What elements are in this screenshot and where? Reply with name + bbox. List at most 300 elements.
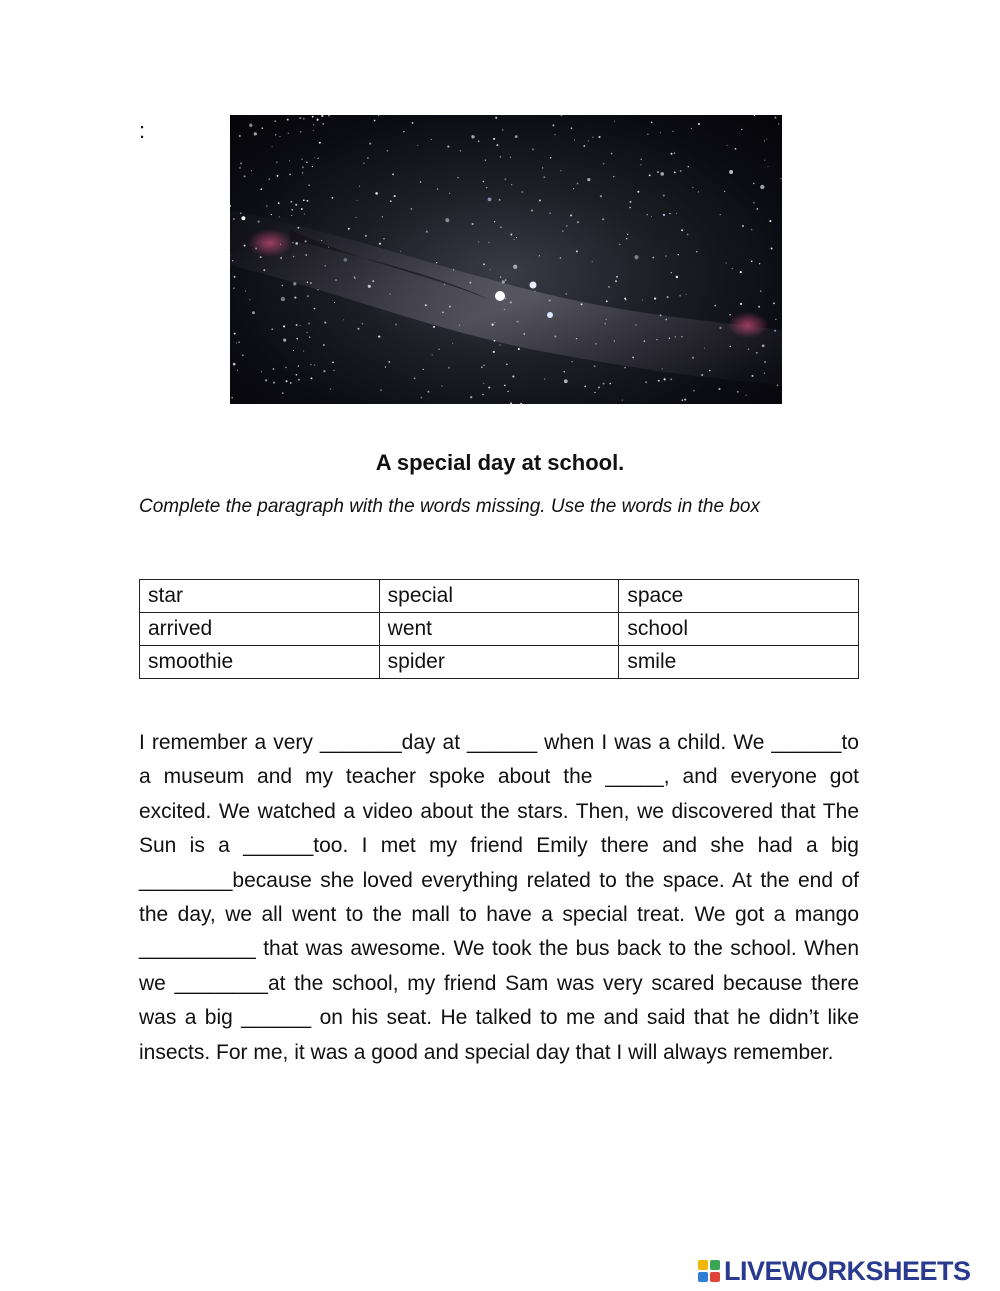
star bbox=[423, 369, 424, 370]
star bbox=[493, 351, 495, 353]
star bbox=[662, 368, 663, 369]
star bbox=[303, 199, 305, 201]
star bbox=[321, 115, 323, 117]
star bbox=[372, 280, 374, 282]
star bbox=[334, 302, 335, 303]
star bbox=[644, 340, 646, 342]
star bbox=[714, 305, 716, 307]
star bbox=[332, 197, 334, 199]
star bbox=[773, 302, 775, 304]
star bbox=[752, 375, 754, 377]
star bbox=[594, 392, 595, 393]
star bbox=[598, 386, 600, 388]
star bbox=[746, 395, 747, 396]
star bbox=[762, 344, 765, 347]
star bbox=[560, 170, 561, 171]
star bbox=[709, 370, 711, 372]
star bbox=[233, 218, 235, 220]
star bbox=[472, 223, 474, 225]
star bbox=[614, 121, 615, 122]
star bbox=[283, 325, 285, 327]
star bbox=[291, 215, 292, 216]
star bbox=[460, 150, 462, 152]
star bbox=[505, 298, 506, 299]
star bbox=[286, 380, 288, 382]
star bbox=[488, 242, 489, 243]
star bbox=[308, 323, 310, 325]
star bbox=[288, 133, 289, 134]
star bbox=[554, 336, 556, 338]
star bbox=[645, 381, 647, 383]
star bbox=[314, 308, 316, 310]
star bbox=[760, 185, 764, 189]
star bbox=[696, 251, 698, 253]
star bbox=[691, 128, 692, 129]
star bbox=[431, 139, 432, 140]
star bbox=[280, 244, 281, 245]
star bbox=[665, 319, 667, 321]
star bbox=[719, 327, 721, 329]
star bbox=[505, 279, 507, 281]
star bbox=[571, 361, 572, 362]
star bbox=[640, 159, 641, 160]
star bbox=[656, 339, 657, 340]
star bbox=[310, 364, 311, 365]
star bbox=[283, 339, 286, 342]
star bbox=[239, 167, 241, 169]
star bbox=[729, 170, 733, 174]
star bbox=[251, 170, 252, 171]
star bbox=[306, 161, 308, 163]
star bbox=[543, 176, 545, 178]
star bbox=[496, 144, 498, 146]
star bbox=[640, 164, 641, 165]
star bbox=[495, 117, 497, 119]
star bbox=[421, 397, 423, 399]
star bbox=[669, 338, 670, 339]
star bbox=[234, 333, 236, 335]
star bbox=[280, 257, 282, 259]
star bbox=[577, 183, 579, 185]
star bbox=[592, 261, 593, 262]
star bbox=[291, 209, 293, 211]
star bbox=[328, 115, 330, 117]
star bbox=[302, 166, 304, 168]
star bbox=[265, 379, 267, 381]
star bbox=[488, 386, 490, 388]
star bbox=[764, 361, 766, 363]
star bbox=[742, 225, 744, 227]
star bbox=[651, 122, 653, 124]
star bbox=[412, 122, 414, 124]
star bbox=[255, 248, 257, 250]
star bbox=[271, 214, 272, 215]
star bbox=[552, 124, 554, 126]
star bbox=[242, 354, 244, 356]
star bbox=[281, 297, 285, 301]
star bbox=[281, 285, 283, 287]
star bbox=[681, 229, 683, 231]
star bbox=[322, 123, 324, 125]
star bbox=[775, 319, 776, 320]
star bbox=[290, 201, 292, 203]
star bbox=[634, 255, 638, 259]
star bbox=[560, 115, 562, 116]
word-cell: special bbox=[379, 580, 619, 613]
star bbox=[619, 244, 620, 245]
star bbox=[670, 378, 672, 380]
star bbox=[571, 127, 573, 129]
star bbox=[564, 379, 568, 383]
star bbox=[317, 158, 318, 159]
star bbox=[669, 213, 670, 214]
star bbox=[613, 176, 614, 177]
logo-icon bbox=[698, 1260, 720, 1282]
star bbox=[573, 188, 574, 189]
star bbox=[614, 340, 615, 341]
star bbox=[231, 397, 232, 398]
star bbox=[305, 254, 307, 256]
star bbox=[239, 135, 241, 137]
star bbox=[682, 399, 683, 400]
star bbox=[300, 131, 301, 132]
star bbox=[660, 172, 664, 176]
star bbox=[751, 229, 753, 231]
star bbox=[457, 177, 458, 178]
star bbox=[304, 213, 305, 214]
star bbox=[587, 178, 590, 181]
star bbox=[658, 380, 660, 382]
star bbox=[692, 357, 694, 359]
star bbox=[385, 366, 386, 367]
star bbox=[388, 361, 390, 363]
star bbox=[298, 365, 299, 366]
star bbox=[438, 349, 439, 350]
star bbox=[482, 394, 484, 396]
star bbox=[478, 241, 479, 242]
instruction-text: Complete the paragraph with the words missing. Use the words in the box bbox=[139, 496, 760, 517]
star bbox=[379, 243, 381, 245]
star bbox=[292, 242, 293, 243]
star bbox=[595, 343, 596, 344]
star bbox=[447, 146, 449, 148]
star bbox=[449, 306, 451, 308]
star bbox=[411, 208, 413, 210]
star bbox=[359, 186, 360, 187]
star bbox=[660, 132, 661, 133]
star bbox=[375, 192, 378, 195]
star bbox=[780, 178, 782, 180]
star bbox=[670, 153, 672, 155]
star bbox=[615, 280, 617, 282]
word-cell: smoothie bbox=[140, 646, 380, 679]
star bbox=[244, 175, 246, 177]
star bbox=[260, 256, 262, 258]
word-cell: went bbox=[379, 613, 619, 646]
star bbox=[279, 216, 280, 217]
star bbox=[301, 208, 303, 210]
star bbox=[299, 117, 301, 119]
star bbox=[365, 235, 367, 237]
star bbox=[296, 338, 297, 339]
bright-star bbox=[530, 282, 537, 289]
star bbox=[317, 119, 319, 121]
star bbox=[532, 148, 534, 150]
star bbox=[523, 333, 525, 335]
star bbox=[592, 136, 593, 137]
star bbox=[562, 230, 564, 232]
star bbox=[549, 212, 551, 214]
star bbox=[483, 263, 485, 265]
star bbox=[244, 245, 246, 247]
star bbox=[494, 322, 495, 323]
star bbox=[311, 377, 313, 379]
star bbox=[630, 201, 632, 203]
star bbox=[237, 370, 238, 371]
star bbox=[632, 357, 634, 359]
star bbox=[303, 118, 305, 120]
star bbox=[233, 363, 236, 366]
star bbox=[321, 240, 322, 241]
nebula-left bbox=[248, 229, 292, 257]
star bbox=[289, 160, 290, 161]
star bbox=[289, 174, 291, 176]
star bbox=[624, 367, 626, 369]
star bbox=[672, 131, 673, 132]
star bbox=[238, 341, 240, 343]
star bbox=[674, 336, 676, 338]
star bbox=[771, 247, 773, 249]
star bbox=[686, 294, 687, 295]
star bbox=[665, 255, 667, 257]
star bbox=[394, 195, 396, 197]
star bbox=[600, 195, 602, 197]
word-box-row bbox=[140, 580, 859, 613]
star bbox=[240, 162, 242, 164]
star bbox=[295, 242, 298, 245]
star bbox=[276, 161, 277, 162]
star bbox=[735, 148, 737, 150]
star bbox=[681, 336, 682, 337]
star bbox=[740, 271, 742, 273]
star bbox=[756, 352, 758, 354]
star bbox=[414, 377, 416, 379]
star bbox=[302, 172, 304, 174]
star bbox=[513, 265, 517, 269]
star bbox=[565, 293, 566, 294]
star bbox=[272, 146, 273, 147]
prefix-mark: : bbox=[139, 118, 146, 143]
word-cell: smile bbox=[619, 646, 859, 679]
star bbox=[305, 240, 307, 242]
star bbox=[764, 160, 765, 161]
star bbox=[777, 385, 779, 387]
word-cell: arrived bbox=[140, 613, 380, 646]
star bbox=[622, 400, 623, 401]
star bbox=[459, 324, 460, 325]
star bbox=[266, 205, 267, 206]
star bbox=[300, 325, 301, 326]
star bbox=[325, 265, 326, 266]
star bbox=[499, 199, 501, 201]
star bbox=[425, 304, 427, 306]
star bbox=[314, 157, 315, 158]
star bbox=[774, 330, 776, 332]
star bbox=[395, 323, 397, 325]
star bbox=[698, 191, 699, 192]
star bbox=[626, 238, 627, 239]
word-box bbox=[139, 579, 859, 679]
star bbox=[577, 221, 579, 223]
star bbox=[324, 322, 326, 324]
star bbox=[273, 368, 275, 370]
star bbox=[356, 217, 357, 218]
worksheet-title: A special day at school. bbox=[375, 450, 625, 475]
star bbox=[417, 145, 418, 146]
star bbox=[236, 342, 237, 343]
star bbox=[483, 364, 485, 366]
star bbox=[380, 389, 381, 390]
star bbox=[232, 260, 233, 261]
star bbox=[332, 361, 334, 363]
star bbox=[355, 278, 356, 279]
star bbox=[273, 382, 275, 384]
star bbox=[534, 291, 535, 292]
star bbox=[606, 300, 608, 302]
star bbox=[290, 382, 292, 384]
star bbox=[357, 328, 359, 330]
star bbox=[778, 123, 780, 125]
star bbox=[554, 134, 555, 135]
star-field bbox=[230, 115, 782, 404]
star bbox=[570, 214, 572, 216]
star bbox=[436, 262, 437, 263]
star bbox=[510, 301, 512, 303]
star bbox=[282, 392, 284, 394]
star bbox=[275, 134, 276, 135]
star bbox=[647, 134, 648, 135]
star bbox=[249, 124, 252, 127]
star bbox=[718, 388, 720, 390]
star bbox=[274, 120, 276, 122]
star bbox=[493, 138, 495, 140]
star bbox=[500, 276, 501, 277]
star bbox=[432, 354, 433, 355]
star bbox=[759, 263, 760, 264]
star bbox=[693, 390, 695, 392]
star bbox=[518, 348, 520, 350]
star bbox=[294, 297, 296, 299]
star bbox=[730, 346, 732, 348]
star bbox=[368, 285, 371, 288]
star bbox=[737, 391, 739, 393]
star bbox=[485, 160, 486, 161]
star bbox=[271, 328, 273, 330]
star bbox=[753, 202, 755, 204]
star bbox=[514, 239, 515, 240]
star bbox=[684, 399, 686, 401]
star bbox=[470, 396, 472, 398]
word-cell: school bbox=[619, 613, 859, 646]
star bbox=[254, 132, 257, 135]
star bbox=[724, 191, 725, 192]
star bbox=[531, 210, 533, 212]
star bbox=[651, 216, 652, 217]
star bbox=[506, 363, 507, 364]
star bbox=[293, 256, 295, 258]
star bbox=[660, 314, 662, 316]
star bbox=[293, 350, 294, 351]
star bbox=[260, 188, 262, 190]
star bbox=[363, 163, 364, 164]
star bbox=[539, 199, 541, 201]
star bbox=[314, 364, 315, 365]
star bbox=[308, 185, 309, 186]
star bbox=[726, 262, 727, 263]
star bbox=[515, 135, 518, 138]
star bbox=[510, 157, 511, 158]
star bbox=[649, 174, 651, 176]
star bbox=[486, 187, 487, 188]
star bbox=[611, 153, 613, 155]
star bbox=[542, 167, 543, 168]
star bbox=[230, 205, 231, 206]
star bbox=[241, 216, 245, 220]
star bbox=[362, 323, 363, 324]
star bbox=[680, 170, 682, 172]
star bbox=[287, 119, 289, 121]
star bbox=[307, 282, 308, 283]
star bbox=[261, 371, 262, 372]
star bbox=[676, 276, 678, 278]
bright-star bbox=[547, 312, 553, 318]
star bbox=[427, 391, 429, 393]
star bbox=[741, 129, 742, 130]
star bbox=[492, 324, 494, 326]
star bbox=[584, 386, 586, 388]
star bbox=[258, 221, 260, 223]
star bbox=[400, 251, 401, 252]
star bbox=[449, 193, 450, 194]
star bbox=[296, 374, 298, 376]
star bbox=[517, 321, 519, 323]
star bbox=[507, 391, 508, 392]
star bbox=[550, 157, 551, 158]
star bbox=[442, 312, 444, 314]
star bbox=[390, 200, 392, 202]
star bbox=[608, 286, 610, 288]
star bbox=[583, 145, 585, 147]
star bbox=[692, 187, 693, 188]
star bbox=[504, 309, 506, 311]
star bbox=[732, 268, 734, 270]
star bbox=[576, 250, 578, 252]
star bbox=[510, 402, 512, 404]
star bbox=[297, 227, 299, 229]
star bbox=[383, 238, 385, 240]
star bbox=[663, 214, 665, 216]
star bbox=[674, 172, 676, 174]
star bbox=[549, 299, 551, 301]
star bbox=[490, 269, 491, 270]
star bbox=[510, 234, 512, 236]
star bbox=[277, 175, 279, 177]
star bbox=[285, 367, 286, 368]
star bbox=[403, 131, 404, 132]
star bbox=[488, 197, 492, 201]
star bbox=[522, 191, 523, 192]
star bbox=[348, 228, 350, 230]
